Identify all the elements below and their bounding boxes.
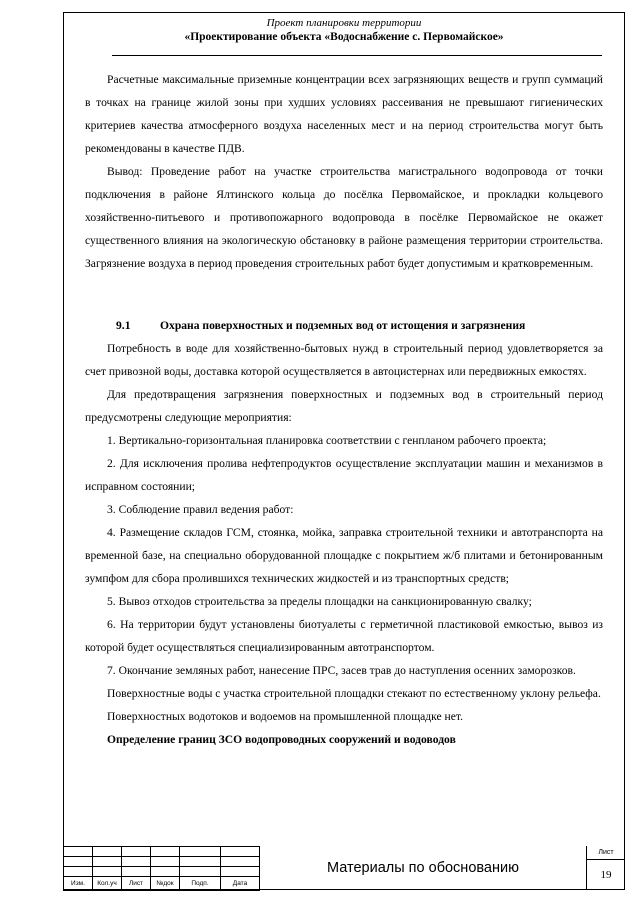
- list-item: 3. Соблюдение правил ведения работ:: [107, 503, 294, 516]
- col-ndok: №док: [151, 877, 180, 891]
- col-izm: Изм.: [64, 877, 93, 891]
- paragraph: Расчетные максимальные приземные концентрации всех загрязняющих веществ и групп суммаций в точках на границе жилой зоны при худших условиях рассеивания не превышают гигиенических критериев качества атмосферного воздуха населенных мест и на период строительства могут быть рекомендованы в качестве ПДВ.: [85, 73, 603, 155]
- col-list: Лист: [122, 877, 151, 891]
- header-project: Проект планировки территории: [266, 17, 422, 29]
- col-podp: Подп.: [180, 877, 221, 891]
- list-item: 4. Размещение складов ГСМ, стоянка, мойка, заправка строительной техники и автотранспорта на временной базе, на специально оборудованной площадке с покрытием ж/б плитами и бетонированным зумпфом для сбора пролившихся технических жидкостей и из транспортных средств;: [85, 526, 603, 585]
- paragraph: Поверхностных водотоков и водоемов на промышленной площадке нет.: [107, 710, 463, 723]
- list-item: 7. Окончание земляных работ, нанесение ПРС, засев трав до наступления осенних заморозков.: [107, 664, 576, 677]
- section-heading: [85, 314, 603, 337]
- header-divider: [112, 55, 602, 56]
- paragraph: Потребность в воде для хозяйственно-бытовых нужд в строительный период удовлетворяется за счет привозной воды, доставка которой осуществляется в автоцистернах или передвижных емкостях.: [85, 342, 603, 378]
- sheet-label: Лист: [587, 846, 625, 860]
- list-item: 6. На территории будут установлены биотуалеты с герметичной пластиковой емкостью, вывоз из которой будет осуществляться специализированным автотранспортом.: [85, 618, 603, 654]
- section-number: 9.1: [116, 319, 131, 332]
- list-item: 2. Для исключения пролива нефтепродуктов осуществление эксплуатации машин и механизмов в исправном состоянии;: [85, 457, 603, 493]
- list-item: 5. Вывоз отходов строительства за пределы площадки на санкционированную свалку;: [107, 595, 532, 608]
- col-data: Дата: [221, 877, 260, 891]
- title-block: [63, 846, 625, 890]
- stamp-title: Материалы по обоснованию: [259, 846, 587, 890]
- paragraph: Для предотвращения загрязнения поверхностных и подземных вод в строительный период предусмотрены следующие мероприятия:: [85, 388, 603, 424]
- section-title: Охрана поверхностных и подземных вод от истощения и загрязнения: [160, 319, 526, 332]
- revision-table: [63, 846, 260, 891]
- paragraph: Поверхностные воды с участка строительной площадки стекают по естественному уклону рельефа.: [107, 687, 601, 700]
- subheading: Определение границ ЗСО водопроводных сооружений и водоводов: [107, 733, 456, 746]
- sheet-number: 19: [600, 869, 612, 881]
- list-item: 1. Вертикально-горизонтальная планировка соответствии с генпланом рабочего проекта;: [107, 434, 547, 447]
- document-body: [85, 68, 603, 751]
- paragraph: Вывод: Проведение работ на участке строительства магистрального водопровода от точки подключения в районе Ялтинского кольца до посёлка Первомайское, и прокладки кольцевого хозяйственно-питьевого и противопожарного водопровода в посёлке Первомайское не окажет существенного влияния на экологическую обстановку в районе размещения территории строительства. Загрязнение воздуха в период проведения строительных работ будет допустимым и кратковременным.: [85, 165, 603, 270]
- col-kol-uch: Кол.уч: [93, 877, 122, 891]
- header-object: «Проектирование объекта «Водоснабжение с. Первомайское»: [184, 31, 504, 43]
